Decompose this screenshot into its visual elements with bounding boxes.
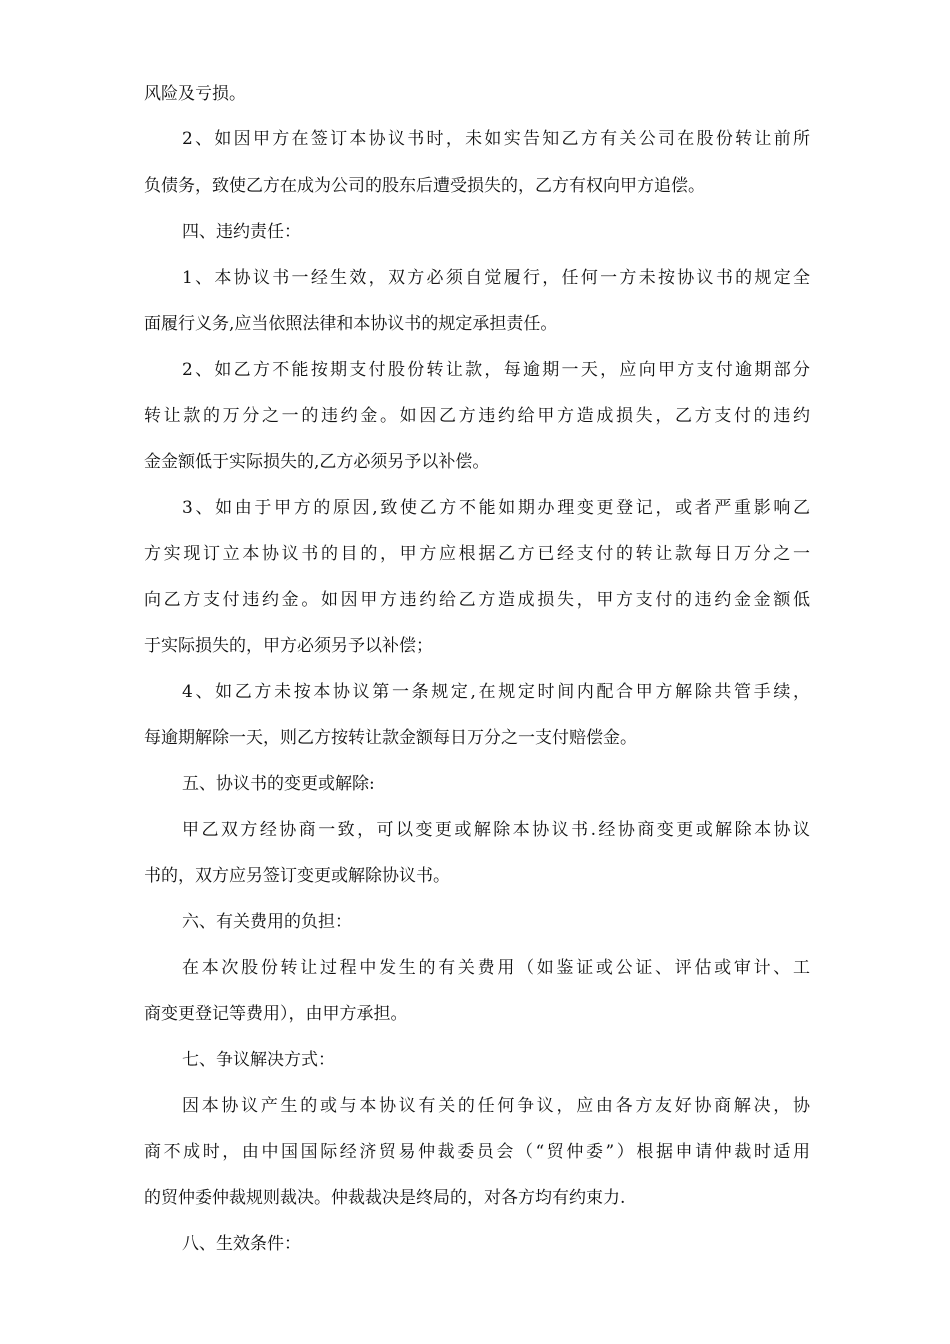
text-line: 方实现订立本协议书的目的，甲方应根据乙方已经支付的转让款每日万分之一 [144,544,810,564]
text-line: 商变更登记等费用），由甲方承担。 [144,1004,408,1024]
text-line: 负债务，致使乙方在成为公司的股东后遭受损失的，乙方有权向甲方追偿。 [144,176,705,196]
text-line: 书的，双方应另签订变更或解除协议书。 [144,866,450,886]
text-line: 的贸仲委仲裁规则裁决。仲裁裁决是终局的，对各方均有约束力. [144,1188,626,1208]
section-heading: 六、有关费用的负担： [182,912,352,932]
text-line: 向乙方支付违约金。如因甲方违约给乙方造成损失，甲方支付的违约金金额低 [144,590,810,610]
section-heading: 五、协议书的变更或解除: [182,774,375,794]
text-line: 因本协议产生的或与本协议有关的任何争议，应由各方友好协商解决，协 [182,1096,810,1116]
text-line: 商不成时，由中国国际经济贸易仲裁委员会（“贸仲委”）根据申请仲裁时适用 [144,1142,810,1162]
section-heading: 七、争议解决方式： [182,1050,335,1070]
text-line: 3、如由于甲方的原因,致使乙方不能如期办理变更登记，或者严重影响乙 [182,498,810,518]
section-heading: 四、违约责任： [182,222,301,242]
text-line: 甲乙双方经协商一致，可以变更或解除本协议书.经协商变更或解除本协议 [182,820,810,840]
text-line: 面履行义务,应当依照法律和本协议书的规定承担责任。 [144,314,558,334]
text-line: 每逾期解除一天，则乙方按转让款金额每日万分之一支付赔偿金。 [144,728,637,748]
text-line: 4、如乙方未按本协议第一条规定,在规定时间内配合甲方解除共管手续， [182,682,810,702]
text-line: 2、如乙方不能按期支付股份转让款，每逾期一天，应向甲方支付逾期部分 [182,360,810,380]
section-heading: 八、生效条件： [182,1234,301,1254]
text-line: 2、如因甲方在签订本协议书时，未如实告知乙方有关公司在股份转让前所 [182,129,810,149]
text-line: 于实际损失的，甲方必须另予以补偿； [144,636,433,656]
text-line: 1、本协议书一经生效，双方必须自觉履行，任何一方未按协议书的规定全 [182,268,810,288]
text-line: 转让款的万分之一的违约金。如因乙方违约给甲方造成损失，乙方支付的违约 [144,406,810,426]
text-line: 金金额低于实际损失的,乙方必须另予以补偿。 [144,452,490,472]
text-line: 在本次股份转让过程中发生的有关费用（如鉴证或公证、评估或审计、工 [182,958,810,978]
text-line: 风险及亏损。 [144,84,246,104]
